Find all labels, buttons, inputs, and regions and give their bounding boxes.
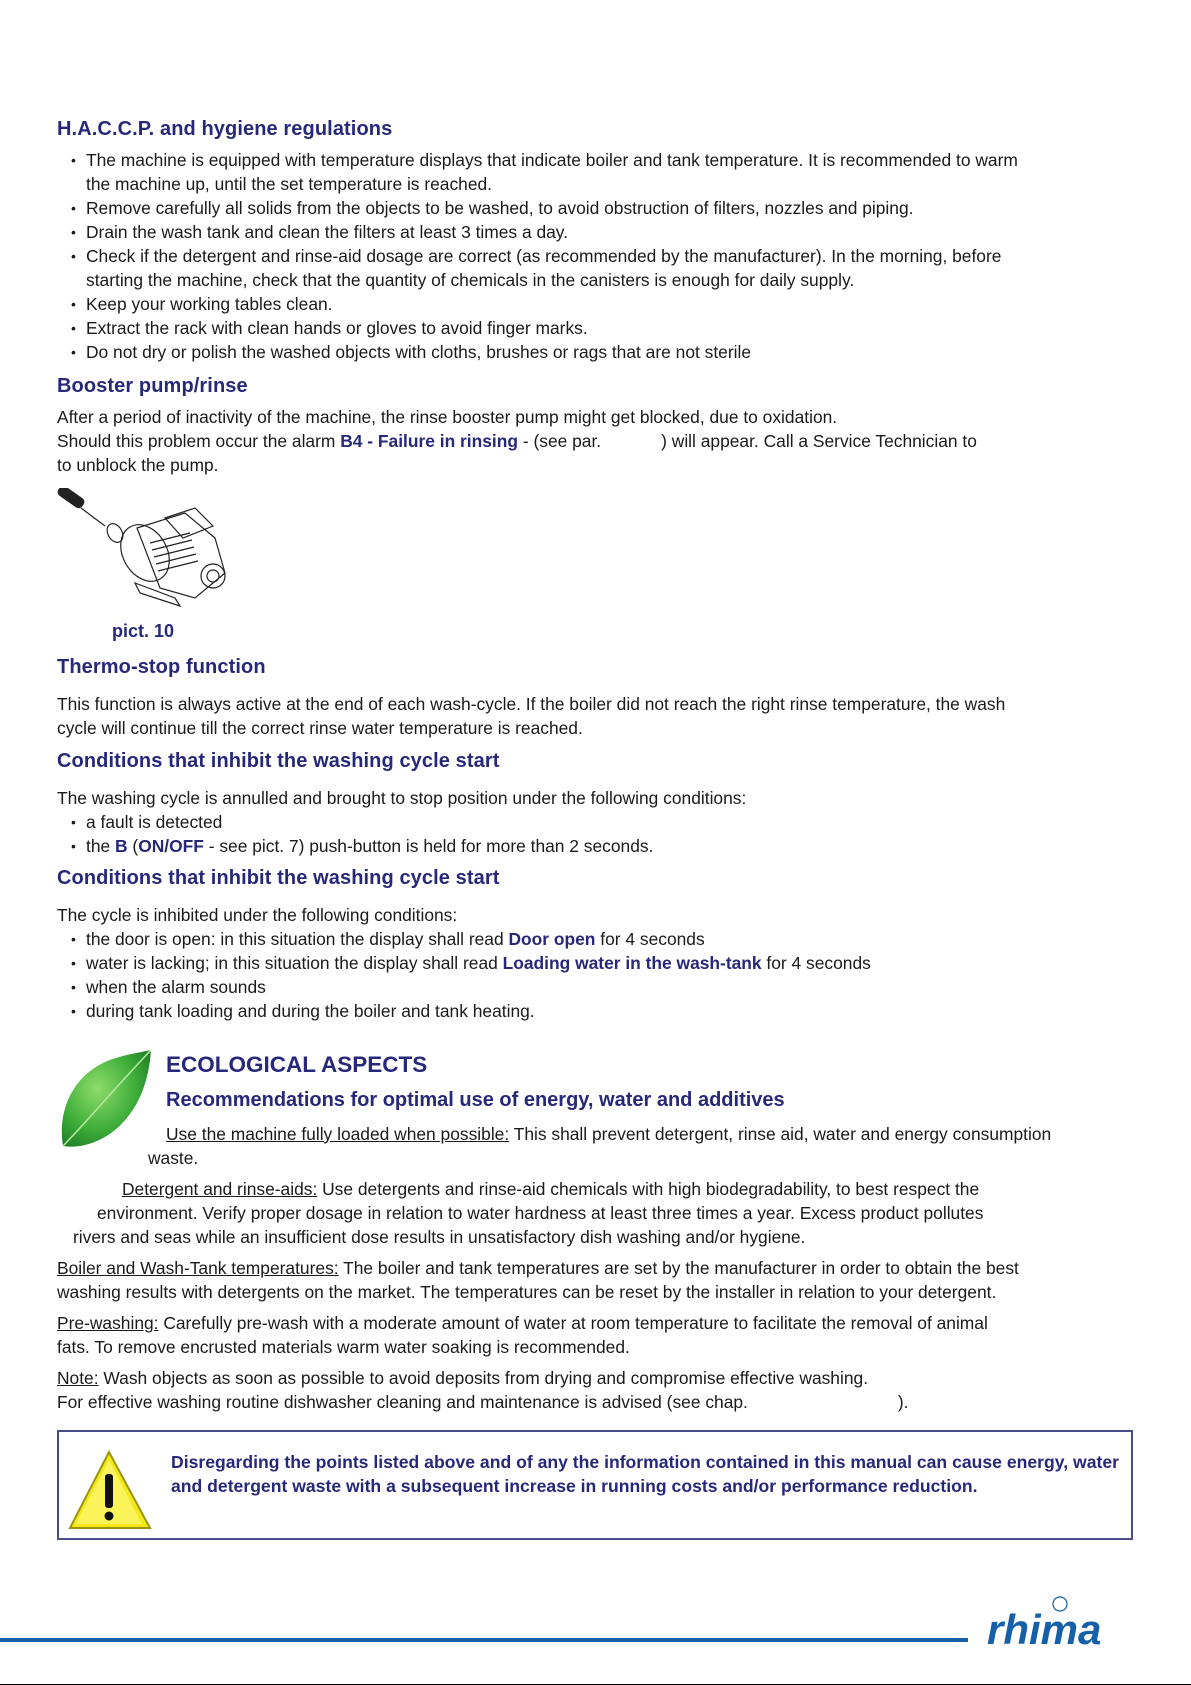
eco-paragraph-1: Use the machine fully loaded when possible: This shall prevent detergent, rinse aid, water and energy consumption [166, 1124, 1052, 1144]
booster-pump-illustration [55, 488, 235, 613]
booster-text-2: Should this problem occur the alarm B4 - Failure in rinsing - (see par. ) will appear. Call a Service Technician to [57, 431, 977, 451]
rhima-logo [985, 1596, 1145, 1656]
leaf-icon [55, 1048, 155, 1153]
eco-note: Note: Wash objects as soon as possible to avoid deposits from drying and compromise effective washing. [57, 1368, 869, 1388]
list-item: • Keep your working tables clean. [71, 294, 333, 314]
alarm-code: B4 - Failure in rinsing [340, 431, 519, 451]
warning-icon [66, 1450, 152, 1530]
eco-paragraph-2: Detergent and rinse-aids: Use detergents and rinse-aid chemicals with high biodegradability, to best respect the [122, 1179, 980, 1199]
list-item: • water is lacking; in this situation the display shall read Loading water in the wash-tank for 4 seconds [71, 953, 871, 973]
list-item: • Check if the detergent and rinse-aid dosage are correct (as recommended by the manufacturer). In the morning, before [71, 246, 1002, 266]
conditions-list-1 [68, 810, 653, 858]
list-item: • Extract the rack with clean hands or gloves to avoid finger marks. [71, 318, 588, 338]
conditions-heading-2: Conditions that inhibit the washing cycle start [57, 867, 500, 889]
list-item: • when the alarm sounds [71, 977, 266, 997]
eco-paragraph-4: Pre-washing: Carefully pre-wash with a moderate amount of water at room temperature to facilitate the removal of animal [57, 1313, 988, 1333]
eco-paragraph-4-line2: fats. To remove encrusted materials warm water soaking is recommended. [57, 1337, 630, 1357]
eco-note-line2: For effective washing routine dishwasher cleaning and maintenance is advised (see chap. ). [57, 1392, 909, 1412]
list-item: • The machine is equipped with temperature displays that indicate boiler and tank temperature. It is recommended to warm [71, 150, 1018, 170]
conditions-list-2 [68, 927, 871, 1023]
list-item: • Do not dry or polish the washed objects with cloths, brushes or rags that are not sterile [71, 342, 752, 362]
ecological-subheading: Recommendations for optimal use of energy, water and additives [166, 1089, 785, 1111]
booster-text-3: to unblock the pump. [57, 455, 219, 475]
thermo-text-2: cycle will continue till the correct rinse water temperature is reached. [57, 718, 583, 738]
brand-name: rhima [987, 1606, 1102, 1653]
conditions-intro-1: The washing cycle is annulled and brought to stop position under the following conditions: [57, 788, 747, 808]
eco-paragraph-3-line2: washing results with detergents on the market. The temperatures can be reset by the installer in relation to your detergent. [57, 1282, 997, 1302]
conditions-heading-1: Conditions that inhibit the washing cycle start [57, 750, 500, 772]
list-item-continuation: the machine up, until the set temperature is reached. [86, 174, 493, 194]
list-item: • the door is open: in this situation the display shall read Door open for 4 seconds [71, 929, 705, 949]
eco-paragraph-2-line3: rivers and seas while an insufficient dose results in unsatisfactory dish washing and/or hygiene. [73, 1227, 806, 1247]
eco-paragraph-1-cont: waste. [148, 1148, 199, 1168]
ecological-heading: ECOLOGICAL ASPECTS [166, 1052, 428, 1077]
warning-text: Disregarding the points listed above and of any the information contained in this manual can cause energy, water and detergent waste with a subsequent increase in running costs and/or performance reduction. [171, 1452, 1119, 1496]
booster-heading: Booster pump/rinse [57, 375, 248, 397]
figure-caption: pict. 10 [112, 621, 175, 641]
warning-box [57, 1430, 1133, 1540]
conditions-intro-2: The cycle is inhibited under the following conditions: [57, 905, 458, 925]
haccp-list [68, 148, 1018, 364]
list-item: • during tank loading and during the boiler and tank heating. [71, 1001, 535, 1021]
eco-paragraph-3: Boiler and Wash-Tank temperatures: The boiler and tank temperatures are set by the manufacturer in order to obtain the best [57, 1258, 1019, 1278]
list-item: • the B (ON/OFF - see pict. 7) push-button is held for more than 2 seconds. [71, 836, 654, 856]
footer-rule [0, 1638, 968, 1642]
thermo-heading: Thermo-stop function [57, 656, 266, 678]
eco-paragraph-2-line2: environment. Verify proper dosage in relation to water hardness at least three times a year. Excess product pollutes [97, 1203, 984, 1223]
list-item: • a fault is detected [71, 812, 223, 832]
list-item: • Drain the wash tank and clean the filters at least 3 times a day. [71, 222, 569, 242]
list-item: • Remove carefully all solids from the objects to be washed, to avoid obstruction of filters, nozzles and piping. [71, 198, 914, 218]
thermo-text-1: This function is always active at the end of each wash-cycle. If the boiler did not reach the right rinse temperature, the wash [57, 694, 1006, 714]
list-item-continuation: starting the machine, check that the quantity of chemicals in the canisters is enough for daily supply. [86, 270, 855, 290]
booster-text-1: After a period of inactivity of the machine, the rinse booster pump might get blocked, due to oxidation. [57, 407, 838, 427]
haccp-heading: H.A.C.C.P. and hygiene regulations [57, 118, 393, 140]
